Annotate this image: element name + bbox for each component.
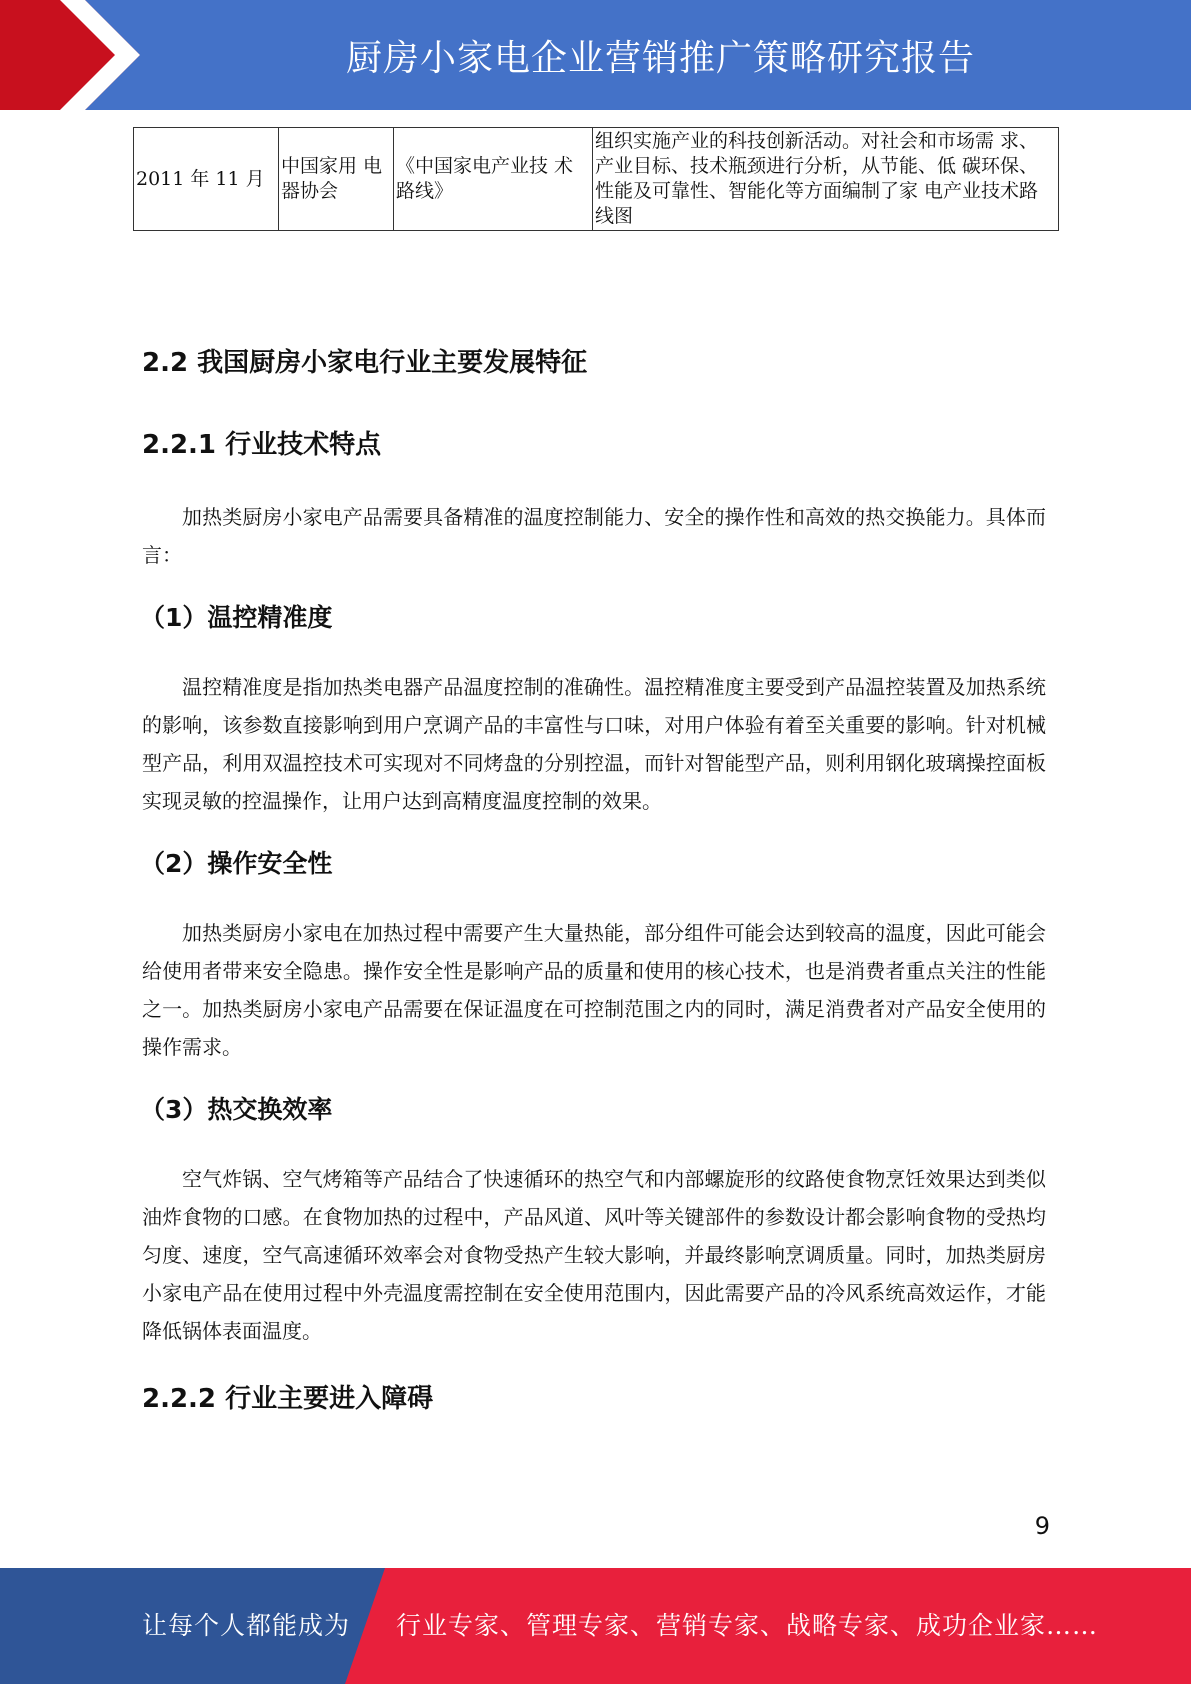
policy-table [133,127,1059,231]
footer-slogan-right: 行业专家、管理专家、营销专家、战略专家、成功企业家…… [396,1611,1099,1640]
table-cell-date: 2011 年 11 月 [134,128,279,231]
page-number: 9 [1034,1512,1050,1540]
item-heading-temp-control: （1）温控精准度 [140,603,333,632]
subsection-heading-tech: 2.2.1 行业技术特点 [142,430,382,460]
item-paragraph-safety: 加热类厨房小家电在加热过程中需要产生大量热能，部分组件可能会达到较高的温度，因此可能会给使用者带来安全隐患。操作安全性是影响产品的质量和使用的核心技术，也是消费者重点关注的性能之一。加热类厨房小家电产品需要在保证温度在可控制范围之内的同时，满足消费者对产品安全使用的操作需求。 [142,921,1046,1059]
footer-band [0,1568,1191,1684]
table-row [134,128,1059,231]
item-heading-safety: （2）操作安全性 [140,849,333,878]
main-content [142,330,1046,1432]
subsection-heading-barriers: 2.2.2 行业主要进入障碍 [142,1384,434,1414]
item-paragraph-heat-exchange: 空气炸锅、空气烤箱等产品结合了快速循环的热空气和内部螺旋形的纹路使食物烹饪效果达到类似油炸食物的口感。在食物加热的过程中，产品风道、风叶等关键部件的参数设计都会影响食物的受热均匀度、速度，空气高速循环效率会对食物受热产生较大影响，并最终影响烹调质量。同时，加热类厨房小家电产品在使用过程中外壳温度需控制在安全使用范围内，因此需要产品的冷风系统高效运作，才能降低锅体表面温度。 [142,1167,1046,1343]
item-heading-heat-exchange: （3）热交换效率 [140,1095,333,1124]
table-cell-doc: 《中国家电产业技 术路线》 [394,128,593,231]
item-paragraph-temp-control: 温控精准度是指加热类电器产品温度控制的准确性。温控精准度主要受到产品温控装置及加热系统的影响，该参数直接影响到用户烹调产品的丰富性与口味，对用户体验有着至关重要的影响。针对机械型产品，利用双温控技术可实现对不同烤盘的分别控温，而针对智能型产品，则利用钢化玻璃操控面板实现灵敏的控温操作，让用户达到高精度温度控制的效果。 [142,675,1046,813]
report-title: 厨房小家电企业营销推广策略研究报告 [345,37,975,79]
footer-slogan-left: 让每个人都能成为 [142,1611,351,1640]
intro-paragraph: 加热类厨房小家电产品需要具备精准的温度控制能力、安全的操作性和高效的热交换能力。具体而言： [142,505,1046,567]
table-cell-org: 中国家用 电器协会 [279,128,394,231]
section-heading: 2.2 我国厨房小家电行业主要发展特征 [142,348,588,378]
table-cell-desc: 组织实施产业的科技创新活动。对社会和市场需 求、产业目标、技术瓶颈进行分析，从节能、低 碳环保、性能及可靠性、智能化等方面编制了家 电产业技术路线图 [593,128,1059,231]
